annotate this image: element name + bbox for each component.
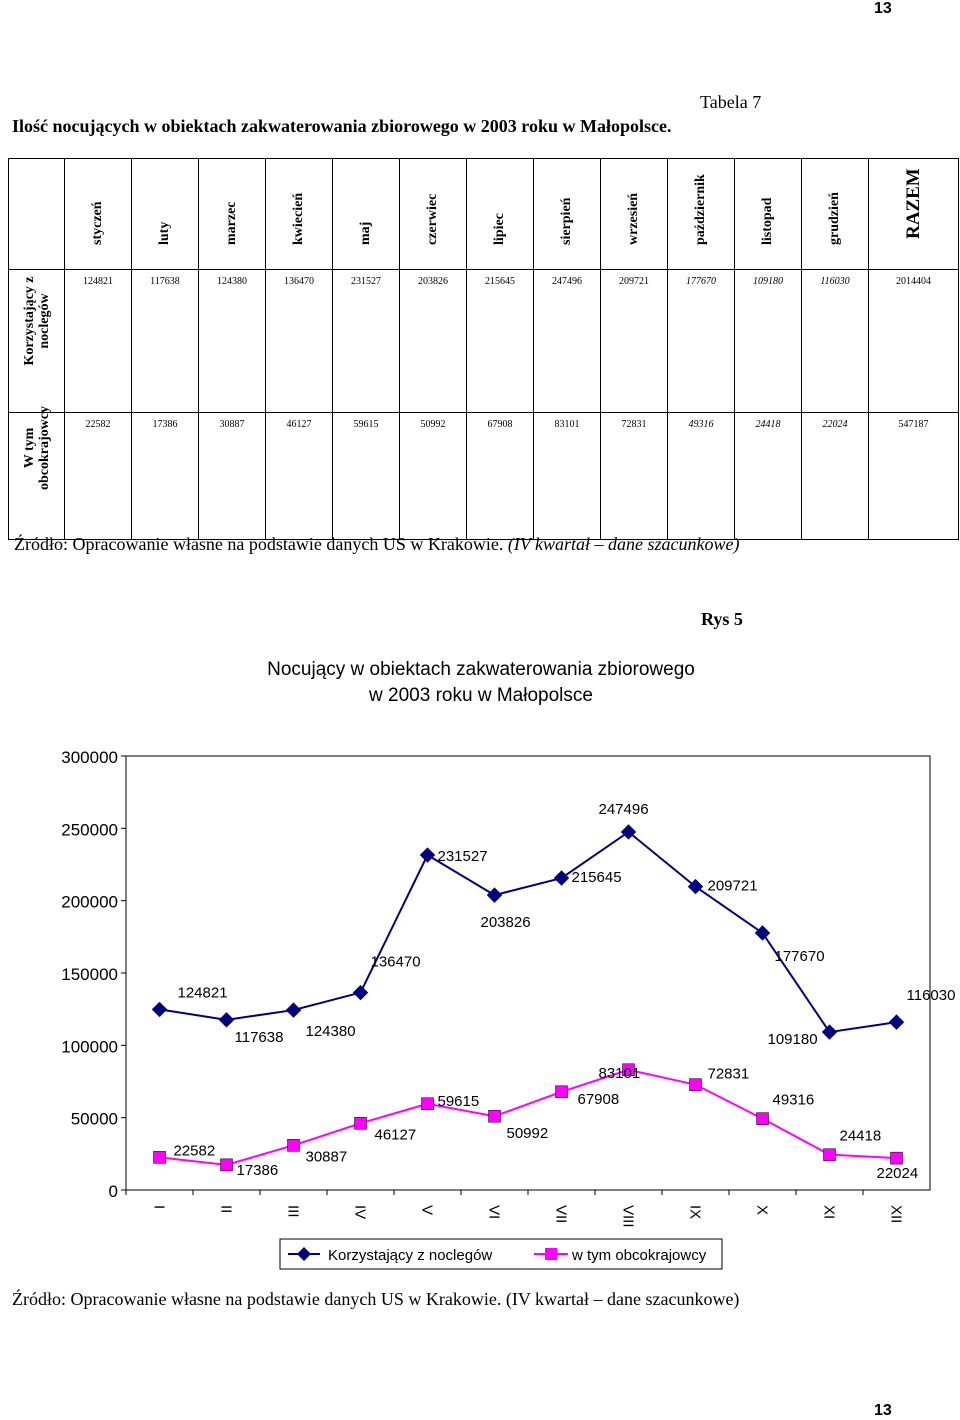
source-text: Źródło: Opracowanie własne na podstawie danych US w Krakowie. [14,534,504,554]
table-header-row [9,159,959,270]
month-header [65,159,132,270]
table-label: Tabela 7 [700,92,762,112]
chart-source: Źródło: Opracowanie własne na podstawie danych US w Krakowie. (IV kwartał – dane szacunkowe) [12,1289,740,1309]
data-point-square [154,1151,166,1163]
table-cell: 30887 [199,413,266,540]
table-cell: 83101 [534,413,601,540]
month-header-label: luty [157,221,172,245]
y-tick-label: 100000 [61,1037,118,1057]
month-header-label: listopad [760,197,775,245]
x-tick-label: I [150,1205,168,1210]
data-point-square [288,1139,300,1151]
row-header [9,406,65,540]
data-point-square [355,1117,367,1129]
data-label: 247496 [598,800,649,818]
x-tick-label: III [284,1205,302,1218]
month-header [668,159,735,270]
data-label: 116030 [906,987,956,1005]
month-header-label: styczeń [90,201,105,245]
chart-svg [8,640,956,1280]
table-cell: 124380 [199,270,266,413]
data-label: 177670 [774,947,825,965]
month-header [132,159,199,270]
month-header-label: sierpień [559,197,574,245]
data-point-square [690,1079,702,1091]
table-cell: 109180 [735,270,802,413]
table-cell: 67908 [467,413,534,540]
row-header-label: W tym obcokrajowcy [21,406,52,490]
table-cell: 209721 [601,270,668,413]
table-source [14,534,740,555]
data-label: 83101 [598,1064,641,1082]
data-point-diamond [287,1003,301,1017]
series-line-0 [160,832,897,1032]
data-label: 203826 [480,914,531,932]
month-header-label: wrzesień [626,192,641,245]
data-label: 50992 [506,1125,549,1143]
data-label: 72831 [707,1065,750,1083]
chart-title-line: Nocujący w obiektach zakwaterowania zbiorowego [267,659,695,680]
x-tick-label: V [418,1205,436,1216]
month-header-label: lipiec [492,213,507,245]
data-label: 215645 [571,869,622,887]
data-label: 24418 [839,1127,882,1145]
data-point-diamond [890,1015,904,1029]
data-point-square [757,1113,769,1125]
table-cell: 24418 [735,413,802,540]
data-point-diamond [488,888,502,902]
table-cell: 116030 [802,270,869,413]
data-point-square [891,1152,903,1164]
table-row [9,413,959,540]
x-tick-label: XII [887,1205,905,1224]
data-label: 67908 [577,1090,620,1108]
y-tick-label: 300000 [61,748,118,767]
data-label: 231527 [437,848,488,866]
data-point-diamond [555,871,569,885]
data-point-diamond [421,848,435,862]
table-cell: 136470 [266,270,333,413]
month-header [400,159,467,270]
month-header-label: maj [358,221,373,245]
month-header-label: grudzień [827,192,842,245]
month-header-label: marzec [224,201,239,245]
month-header-label: październik [693,174,708,245]
data-point-diamond [756,926,770,940]
row-header [9,270,65,413]
table-cell: 59615 [333,413,400,540]
month-header-label: kwiecień [291,192,306,245]
month-header [333,159,400,270]
table-cell: 117638 [132,270,199,413]
data-point-diamond [354,986,368,1000]
data-label: 209721 [707,877,758,895]
month-header [534,159,601,270]
data-point-diamond [153,1002,167,1016]
x-tick-label: VI [485,1205,503,1220]
table-cell: 231527 [333,270,400,413]
data-point-square [556,1086,568,1098]
x-tick-label: X [753,1205,771,1216]
table-cell: 215645 [467,270,534,413]
month-header [266,159,333,270]
legend-label-1: w tym obcokrajowcy [572,1247,707,1264]
data-label: 59615 [437,1092,480,1110]
data-table [8,158,959,540]
month-header [735,159,802,270]
data-label: 22582 [173,1142,216,1160]
data-point-square [221,1159,233,1171]
total-cell: 547187 [869,413,959,540]
table-cell: 124821 [65,270,132,413]
month-header [467,159,534,270]
data-point-square [422,1098,434,1110]
figure-label: Rys 5 [701,609,743,629]
x-tick-label: II [217,1205,235,1214]
month-header-label: czerwiec [425,193,440,245]
data-label: 124821 [177,984,228,1002]
y-tick-label: 50000 [70,1109,118,1129]
y-tick-label: 150000 [61,965,118,984]
table-row [9,270,959,413]
table-cell: 247496 [534,270,601,413]
month-header [199,159,266,270]
table-cell: 22582 [65,413,132,540]
data-label: 22024 [876,1165,919,1183]
data-label: 124380 [305,1023,356,1041]
series-line-1 [160,1070,897,1165]
data-label: 109180 [767,1031,818,1049]
month-header [601,159,668,270]
table-cell: 203826 [400,270,467,413]
data-point-square [824,1149,836,1161]
document-title: Ilość nocujących w obiektach zakwaterowania zbiorowego w 2003 roku w Małopolsce. [12,116,672,136]
x-tick-label: IX [686,1205,704,1220]
x-tick-label: IV [351,1205,369,1220]
page-number-top: 13 [874,0,892,17]
data-label: 30887 [305,1148,348,1166]
data-point-diamond [220,1013,234,1027]
data-label: 117638 [234,1028,284,1046]
data-label: 49316 [772,1091,815,1109]
data-label: 17386 [236,1161,279,1179]
y-tick-label: 0 [108,1182,118,1201]
page-number-bottom: 13 [874,1402,892,1419]
total-cell: 2014404 [869,270,959,413]
table-cell: 46127 [266,413,333,540]
total-header [869,159,959,270]
table-cell: 49316 [668,413,735,540]
table-cell: 177670 [668,270,735,413]
row-header-label: Korzystający z noclegów [21,276,52,366]
table-cell: 50992 [400,413,467,540]
source-note: (IV kwartał – dane szacunkowe) [507,534,740,554]
chart-title-line: w 2003 roku w Małopolsce [369,685,593,706]
x-tick-label: VIII [619,1205,637,1228]
line-chart [8,640,956,1285]
table-cell: 22024 [802,413,869,540]
legend-marker-1 [545,1248,557,1260]
table-cell: 17386 [132,413,199,540]
y-tick-label: 200000 [61,892,118,912]
table-cell: 72831 [601,413,668,540]
y-tick-label: 250000 [61,820,118,840]
data-label: 46127 [374,1126,417,1144]
total-header-label: RAZEM [902,168,924,239]
x-tick-label: XI [820,1205,838,1220]
month-header [802,159,869,270]
legend-label-0: Korzystający z noclegów [328,1247,493,1264]
data-label: 136470 [370,953,421,971]
data-point-square [489,1110,501,1122]
data-point-diamond [823,1025,837,1039]
header-corner [9,159,65,270]
x-tick-label: VII [552,1205,570,1224]
